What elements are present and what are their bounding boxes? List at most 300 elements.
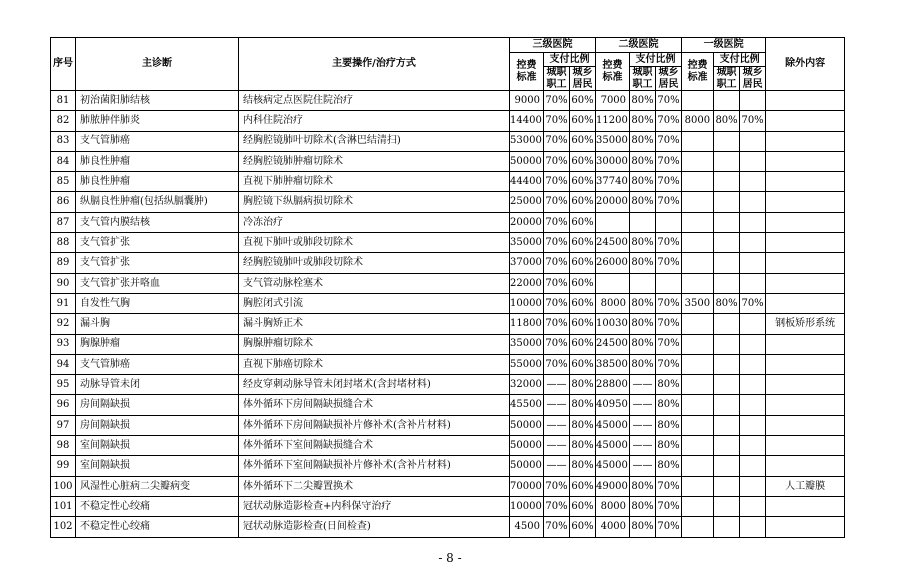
- cell-tier3-urban: ——: [544, 395, 570, 415]
- cell-tier1-rural: [740, 456, 766, 476]
- cell-tier1-urban: [714, 91, 740, 111]
- cell-tier3-rural: 80%: [570, 456, 596, 476]
- table-row: [51, 293, 845, 313]
- cell-tier2-rural: 80%: [656, 456, 682, 476]
- cell-tier3-cap: 50000: [510, 436, 544, 456]
- header-rural-tier2: 城乡 居民: [656, 67, 682, 91]
- cell-tier3-rural: 60%: [570, 111, 596, 131]
- cell-tier1-cap: [682, 334, 714, 354]
- cell-diagnosis: 支气管扩张: [76, 233, 239, 253]
- cell-tier1-rural: [740, 233, 766, 253]
- cell-operation: 直视下肺癌切除术: [239, 354, 510, 374]
- cell-operation: 经胸腔镜肺肿瘤切除术: [239, 151, 510, 171]
- table-row: [51, 91, 845, 111]
- cell-operation: 体外循环下房间隔缺损缝合术: [239, 395, 510, 415]
- cell-tier1-rural: [740, 253, 766, 273]
- cell-excluded: [766, 151, 845, 171]
- cell-diagnosis: 房间隔缺损: [76, 395, 239, 415]
- cell-diagnosis: 初治菌阳肺结核: [76, 91, 239, 111]
- cell-tier3-urban: ——: [544, 436, 570, 456]
- table-row: [51, 151, 845, 171]
- cell-operation: 直视下肺肿瘤切除术: [239, 172, 510, 192]
- cell-seq: 102: [51, 517, 76, 537]
- cell-tier1-rural: [740, 375, 766, 395]
- cell-tier3-rural: 60%: [570, 517, 596, 537]
- cell-seq: 92: [51, 314, 76, 334]
- cell-seq: 83: [51, 131, 76, 151]
- cell-tier2-cap: 35000: [596, 131, 630, 151]
- cell-tier3-rural: 60%: [570, 151, 596, 171]
- cell-tier2-cap: 45000: [596, 415, 630, 435]
- cell-tier2-rural: 70%: [656, 151, 682, 171]
- table-row: [51, 233, 845, 253]
- cell-tier3-urban: 70%: [544, 354, 570, 374]
- cell-operation: 体外循环下室间隔缺损缝合术: [239, 436, 510, 456]
- cell-tier1-urban: [714, 354, 740, 374]
- cell-tier1-urban: [714, 375, 740, 395]
- cell-tier2-urban: 80%: [630, 172, 656, 192]
- cell-excluded: [766, 253, 845, 273]
- cell-tier3-cap: 50000: [510, 456, 544, 476]
- cell-tier1-rural: [740, 212, 766, 232]
- cell-tier3-cap: 45500: [510, 395, 544, 415]
- cell-operation: 经皮穿刺动脉导管未闭封堵术(含封堵材料): [239, 375, 510, 395]
- cell-tier1-rural: [740, 436, 766, 456]
- cell-operation: 胸腺肿瘤切除术: [239, 334, 510, 354]
- cell-diagnosis: 室间隔缺损: [76, 436, 239, 456]
- cell-tier2-cap: 10030: [596, 314, 630, 334]
- table-row: [51, 314, 845, 334]
- header-cap-tier2: 控费 标准: [596, 53, 630, 91]
- cell-diagnosis: 不稳定性心绞痛: [76, 496, 239, 516]
- cell-tier1-cap: [682, 496, 714, 516]
- cell-tier3-cap: 37000: [510, 253, 544, 273]
- cell-tier2-cap: 38500: [596, 354, 630, 374]
- cell-tier3-urban: 70%: [544, 476, 570, 496]
- cell-operation: 体外循环下二尖瓣置换术: [239, 476, 510, 496]
- cell-diagnosis: 肺脓肿伴肺炎: [76, 111, 239, 131]
- table-row: [51, 192, 845, 212]
- cell-tier2-rural: 70%: [656, 496, 682, 516]
- cell-tier2-urban: 80%: [630, 334, 656, 354]
- cell-tier3-cap: 4500: [510, 517, 544, 537]
- cell-diagnosis: 动脉导管未闭: [76, 375, 239, 395]
- cell-tier3-urban: ——: [544, 456, 570, 476]
- cell-tier3-urban: 70%: [544, 273, 570, 293]
- header-rural-tier1: 城乡 居民: [740, 67, 766, 91]
- cell-tier1-urban: [714, 334, 740, 354]
- cell-tier3-cap: 10000: [510, 496, 544, 516]
- cell-excluded: [766, 456, 845, 476]
- cell-tier1-rural: [740, 172, 766, 192]
- table-row: [51, 496, 845, 516]
- cell-tier3-cap: 22000: [510, 273, 544, 293]
- cell-seq: 95: [51, 375, 76, 395]
- cell-tier3-cap: 10000: [510, 293, 544, 313]
- cell-tier1-rural: [740, 415, 766, 435]
- cell-tier3-rural: 60%: [570, 91, 596, 111]
- cell-diagnosis: 支气管扩张并咯血: [76, 273, 239, 293]
- cell-tier1-urban: [714, 395, 740, 415]
- cell-tier2-urban: 80%: [630, 496, 656, 516]
- cell-tier2-rural: 70%: [656, 334, 682, 354]
- header-urban-tier3: 城职 职工: [544, 67, 570, 91]
- cell-tier3-urban: 70%: [544, 496, 570, 516]
- cell-excluded: [766, 415, 845, 435]
- cell-tier3-cap: 25000: [510, 192, 544, 212]
- table-row: [51, 517, 845, 537]
- cell-tier1-urban: [714, 436, 740, 456]
- cell-tier3-rural: 80%: [570, 395, 596, 415]
- cell-tier3-rural: 80%: [570, 375, 596, 395]
- cell-tier2-cap: 26000: [596, 253, 630, 273]
- cell-tier2-rural: 70%: [656, 111, 682, 131]
- cell-tier2-cap: [596, 212, 630, 232]
- cell-operation: 冠状动脉造影检查(日间检查): [239, 517, 510, 537]
- cell-tier2-urban: 80%: [630, 476, 656, 496]
- cell-tier1-rural: [740, 496, 766, 516]
- cell-tier3-urban: 70%: [544, 334, 570, 354]
- cell-excluded: [766, 131, 845, 151]
- header-ratio-tier1: 支付比例: [714, 53, 766, 67]
- cell-tier2-cap: 30000: [596, 151, 630, 171]
- header-tier2: 二级医院: [596, 38, 682, 53]
- cell-tier1-urban: [714, 273, 740, 293]
- header-ratio-tier2: 支付比例: [630, 53, 682, 67]
- table-row: [51, 456, 845, 476]
- cell-tier3-cap: 14400: [510, 111, 544, 131]
- cell-tier1-rural: [740, 334, 766, 354]
- cell-tier3-cap: 53000: [510, 131, 544, 151]
- cell-tier1-urban: [714, 253, 740, 273]
- cell-tier1-cap: [682, 517, 714, 537]
- table-row: [51, 395, 845, 415]
- cell-tier3-urban: 70%: [544, 293, 570, 313]
- table-row: [51, 111, 845, 131]
- cell-tier2-urban: 80%: [630, 111, 656, 131]
- header-seq: 序号: [51, 38, 76, 91]
- cell-tier1-urban: 80%: [714, 293, 740, 313]
- cell-tier3-rural: 60%: [570, 334, 596, 354]
- cell-tier3-rural: 60%: [570, 354, 596, 374]
- cell-tier3-urban: 70%: [544, 131, 570, 151]
- cell-diagnosis: 支气管肺癌: [76, 131, 239, 151]
- cell-tier2-rural: 70%: [656, 354, 682, 374]
- cell-tier3-rural: 60%: [570, 212, 596, 232]
- cell-diagnosis: 纵膈良性肿瘤(包括纵膈囊肿): [76, 192, 239, 212]
- cell-tier3-cap: 9000: [510, 91, 544, 111]
- cell-tier1-rural: 70%: [740, 293, 766, 313]
- table-row: [51, 131, 845, 151]
- cell-excluded: [766, 172, 845, 192]
- cell-tier2-rural: 80%: [656, 436, 682, 456]
- cell-tier2-cap: 11200: [596, 111, 630, 131]
- cell-tier1-rural: 70%: [740, 111, 766, 131]
- cell-tier1-cap: [682, 354, 714, 374]
- cell-seq: 81: [51, 91, 76, 111]
- cell-excluded: [766, 375, 845, 395]
- cell-diagnosis: 风湿性心脏病二尖瓣病变: [76, 476, 239, 496]
- cell-tier3-rural: 60%: [570, 314, 596, 334]
- cell-operation: 体外循环下房间隔缺损补片修补术(含补片材料): [239, 415, 510, 435]
- cell-operation: 结核病定点医院住院治疗: [239, 91, 510, 111]
- cell-tier2-cap: 8000: [596, 496, 630, 516]
- cell-tier1-cap: [682, 375, 714, 395]
- cell-operation: 胸腔闭式引流: [239, 293, 510, 313]
- cell-tier2-rural: [656, 212, 682, 232]
- cell-diagnosis: 支气管扩张: [76, 253, 239, 273]
- cell-tier2-cap: 20000: [596, 192, 630, 212]
- cell-seq: 89: [51, 253, 76, 273]
- cell-seq: 98: [51, 436, 76, 456]
- cell-tier1-cap: [682, 415, 714, 435]
- cell-excluded: [766, 354, 845, 374]
- cell-operation: 支气管动脉栓塞术: [239, 273, 510, 293]
- cell-tier2-rural: 70%: [656, 91, 682, 111]
- cell-tier3-urban: ——: [544, 415, 570, 435]
- cell-tier3-rural: 60%: [570, 172, 596, 192]
- cell-tier2-rural: 70%: [656, 476, 682, 496]
- cell-tier3-urban: 70%: [544, 233, 570, 253]
- cell-tier1-cap: [682, 395, 714, 415]
- cell-tier2-urban: 80%: [630, 91, 656, 111]
- cell-tier1-urban: [714, 517, 740, 537]
- cell-tier2-urban: 80%: [630, 314, 656, 334]
- cell-tier2-urban: [630, 212, 656, 232]
- cell-tier2-cap: 40950: [596, 395, 630, 415]
- cell-tier1-cap: [682, 314, 714, 334]
- page-number: - 8 -: [438, 551, 462, 565]
- cell-diagnosis: 房间隔缺损: [76, 415, 239, 435]
- cell-operation: 胸腔镜下纵膈病损切除术: [239, 192, 510, 212]
- cell-tier3-urban: 70%: [544, 91, 570, 111]
- cell-tier2-cap: [596, 273, 630, 293]
- cell-tier1-rural: [740, 395, 766, 415]
- cell-tier2-rural: [656, 273, 682, 293]
- cell-diagnosis: 漏斗胸: [76, 314, 239, 334]
- table-row: [51, 415, 845, 435]
- cell-diagnosis: 支气管内膜结核: [76, 212, 239, 232]
- cell-tier1-cap: [682, 192, 714, 212]
- cell-tier1-cap: [682, 91, 714, 111]
- cell-tier3-urban: 70%: [544, 253, 570, 273]
- cell-tier1-rural: [740, 476, 766, 496]
- cell-tier2-rural: 80%: [656, 375, 682, 395]
- cell-tier1-urban: [714, 314, 740, 334]
- cell-seq: 82: [51, 111, 76, 131]
- cell-tier1-cap: [682, 456, 714, 476]
- cell-excluded: [766, 212, 845, 232]
- cell-tier3-urban: 70%: [544, 517, 570, 537]
- cell-diagnosis: 自发性气胸: [76, 293, 239, 313]
- table-row: [51, 375, 845, 395]
- cell-tier1-cap: [682, 151, 714, 171]
- cell-tier2-rural: 70%: [656, 131, 682, 151]
- cell-tier2-rural: 80%: [656, 395, 682, 415]
- table-header: [51, 38, 845, 91]
- cell-operation: 冷冻治疗: [239, 212, 510, 232]
- cell-tier1-rural: [740, 517, 766, 537]
- cell-operation: 漏斗胸矫正术: [239, 314, 510, 334]
- cell-tier3-cap: 35000: [510, 233, 544, 253]
- cell-tier1-cap: 8000: [682, 111, 714, 131]
- cell-excluded: [766, 293, 845, 313]
- cell-tier3-rural: 60%: [570, 496, 596, 516]
- cell-tier2-urban: [630, 273, 656, 293]
- cell-operation: 经胸腔镜肺叶切除术(含淋巴结清扫): [239, 131, 510, 151]
- cell-tier2-rural: 70%: [656, 517, 682, 537]
- header-cap-tier3: 控费 标准: [510, 53, 544, 91]
- cell-tier3-cap: 20000: [510, 212, 544, 232]
- cell-tier1-cap: [682, 253, 714, 273]
- cell-tier1-urban: [714, 151, 740, 171]
- cell-seq: 85: [51, 172, 76, 192]
- cell-tier2-cap: 4000: [596, 517, 630, 537]
- cell-seq: 96: [51, 395, 76, 415]
- cell-tier3-cap: 70000: [510, 476, 544, 496]
- cell-excluded: [766, 395, 845, 415]
- cell-operation: 直视下肺叶或肺段切除术: [239, 233, 510, 253]
- cell-tier1-urban: [714, 212, 740, 232]
- cell-tier3-cap: 32000: [510, 375, 544, 395]
- cell-seq: 84: [51, 151, 76, 171]
- cell-seq: 88: [51, 233, 76, 253]
- cell-tier3-urban: 70%: [544, 314, 570, 334]
- cell-tier1-urban: [714, 496, 740, 516]
- cell-tier3-urban: 70%: [544, 151, 570, 171]
- cell-tier2-urban: 80%: [630, 517, 656, 537]
- insurance-table: [50, 37, 845, 538]
- cell-diagnosis: 肺良性肿瘤: [76, 151, 239, 171]
- cell-tier2-cap: 37740: [596, 172, 630, 192]
- cell-excluded: [766, 192, 845, 212]
- cell-tier1-cap: [682, 212, 714, 232]
- cell-tier2-cap: 24500: [596, 233, 630, 253]
- cell-tier1-rural: [740, 273, 766, 293]
- header-urban-tier1: 城职 职工: [714, 67, 740, 91]
- cell-operation: 内科住院治疗: [239, 111, 510, 131]
- cell-tier2-rural: 70%: [656, 172, 682, 192]
- cell-seq: 93: [51, 334, 76, 354]
- cell-tier3-cap: 35000: [510, 334, 544, 354]
- cell-tier1-cap: [682, 476, 714, 496]
- cell-excluded: [766, 517, 845, 537]
- cell-tier1-rural: [740, 192, 766, 212]
- cell-tier2-cap: 45000: [596, 456, 630, 476]
- cell-tier3-urban: 70%: [544, 111, 570, 131]
- cell-diagnosis: 支气管肺癌: [76, 354, 239, 374]
- cell-tier1-cap: [682, 131, 714, 151]
- table-row: [51, 172, 845, 192]
- cell-tier1-rural: [740, 314, 766, 334]
- cell-tier2-urban: 80%: [630, 151, 656, 171]
- cell-excluded: [766, 496, 845, 516]
- cell-operation: 体外循环下室间隔缺损补片修补术(含补片材料): [239, 456, 510, 476]
- cell-tier2-urban: ——: [630, 415, 656, 435]
- cell-tier1-cap: [682, 436, 714, 456]
- cell-seq: 99: [51, 456, 76, 476]
- cell-seq: 87: [51, 212, 76, 232]
- cell-seq: 94: [51, 354, 76, 374]
- cell-excluded: 钢板矫形系统: [766, 314, 845, 334]
- cell-tier2-urban: 80%: [630, 354, 656, 374]
- cell-tier2-urban: 80%: [630, 131, 656, 151]
- cell-diagnosis: 肺良性肿瘤: [76, 172, 239, 192]
- cell-excluded: [766, 436, 845, 456]
- cell-tier1-urban: [714, 476, 740, 496]
- table-row: [51, 212, 845, 232]
- cell-operation: 经胸腔镜肺叶或肺段切除术: [239, 253, 510, 273]
- cell-tier2-cap: 45000: [596, 436, 630, 456]
- cell-tier1-urban: [714, 172, 740, 192]
- cell-tier3-urban: 70%: [544, 172, 570, 192]
- cell-tier1-cap: [682, 233, 714, 253]
- header-cap-tier1: 控费 标准: [682, 53, 714, 91]
- cell-tier1-cap: [682, 172, 714, 192]
- cell-tier3-urban: ——: [544, 375, 570, 395]
- cell-excluded: [766, 334, 845, 354]
- table-row: [51, 436, 845, 456]
- cell-excluded: [766, 273, 845, 293]
- cell-diagnosis: 室间隔缺损: [76, 456, 239, 476]
- cell-tier1-rural: [740, 91, 766, 111]
- cell-tier2-cap: 24500: [596, 334, 630, 354]
- cell-excluded: [766, 111, 845, 131]
- cell-tier1-rural: [740, 354, 766, 374]
- header-operation: 主要操作/治疗方式: [239, 38, 510, 91]
- cell-tier3-rural: 80%: [570, 436, 596, 456]
- cell-tier2-cap: 7000: [596, 91, 630, 111]
- header-tier3: 三级医院: [510, 38, 596, 53]
- cell-seq: 91: [51, 293, 76, 313]
- cell-tier2-urban: 80%: [630, 253, 656, 273]
- cell-diagnosis: 胸腺肿瘤: [76, 334, 239, 354]
- cell-tier1-urban: [714, 192, 740, 212]
- cell-tier2-cap: 49000: [596, 476, 630, 496]
- cell-tier2-cap: 8000: [596, 293, 630, 313]
- cell-tier1-urban: [714, 131, 740, 151]
- cell-tier3-urban: 70%: [544, 192, 570, 212]
- cell-seq: 90: [51, 273, 76, 293]
- cell-diagnosis: 不稳定性心绞痛: [76, 517, 239, 537]
- cell-tier3-rural: 60%: [570, 253, 596, 273]
- cell-tier2-urban: ——: [630, 395, 656, 415]
- cell-tier3-rural: 80%: [570, 415, 596, 435]
- cell-tier3-cap: 55000: [510, 354, 544, 374]
- cell-seq: 101: [51, 496, 76, 516]
- cell-tier3-rural: 60%: [570, 233, 596, 253]
- cell-tier2-rural: 70%: [656, 233, 682, 253]
- cell-tier3-cap: 11800: [510, 314, 544, 334]
- cell-tier3-rural: 60%: [570, 131, 596, 151]
- table-row: [51, 273, 845, 293]
- cell-operation: 冠状动脉造影检查+内科保守治疗: [239, 496, 510, 516]
- cell-tier2-urban: ——: [630, 375, 656, 395]
- cell-tier1-cap: 3500: [682, 293, 714, 313]
- cell-tier2-rural: 70%: [656, 293, 682, 313]
- cell-tier2-urban: ——: [630, 436, 656, 456]
- cell-tier3-rural: 60%: [570, 273, 596, 293]
- header-rural-tier3: 城乡 居民: [570, 67, 596, 91]
- cell-tier2-rural: 70%: [656, 314, 682, 334]
- header-excluded: 除外内容: [766, 38, 845, 91]
- table-body: [51, 91, 845, 538]
- cell-tier1-urban: [714, 415, 740, 435]
- header-diagnosis: 主诊断: [76, 38, 239, 91]
- cell-tier2-urban: ——: [630, 456, 656, 476]
- cell-tier2-urban: 80%: [630, 233, 656, 253]
- cell-tier3-rural: 60%: [570, 192, 596, 212]
